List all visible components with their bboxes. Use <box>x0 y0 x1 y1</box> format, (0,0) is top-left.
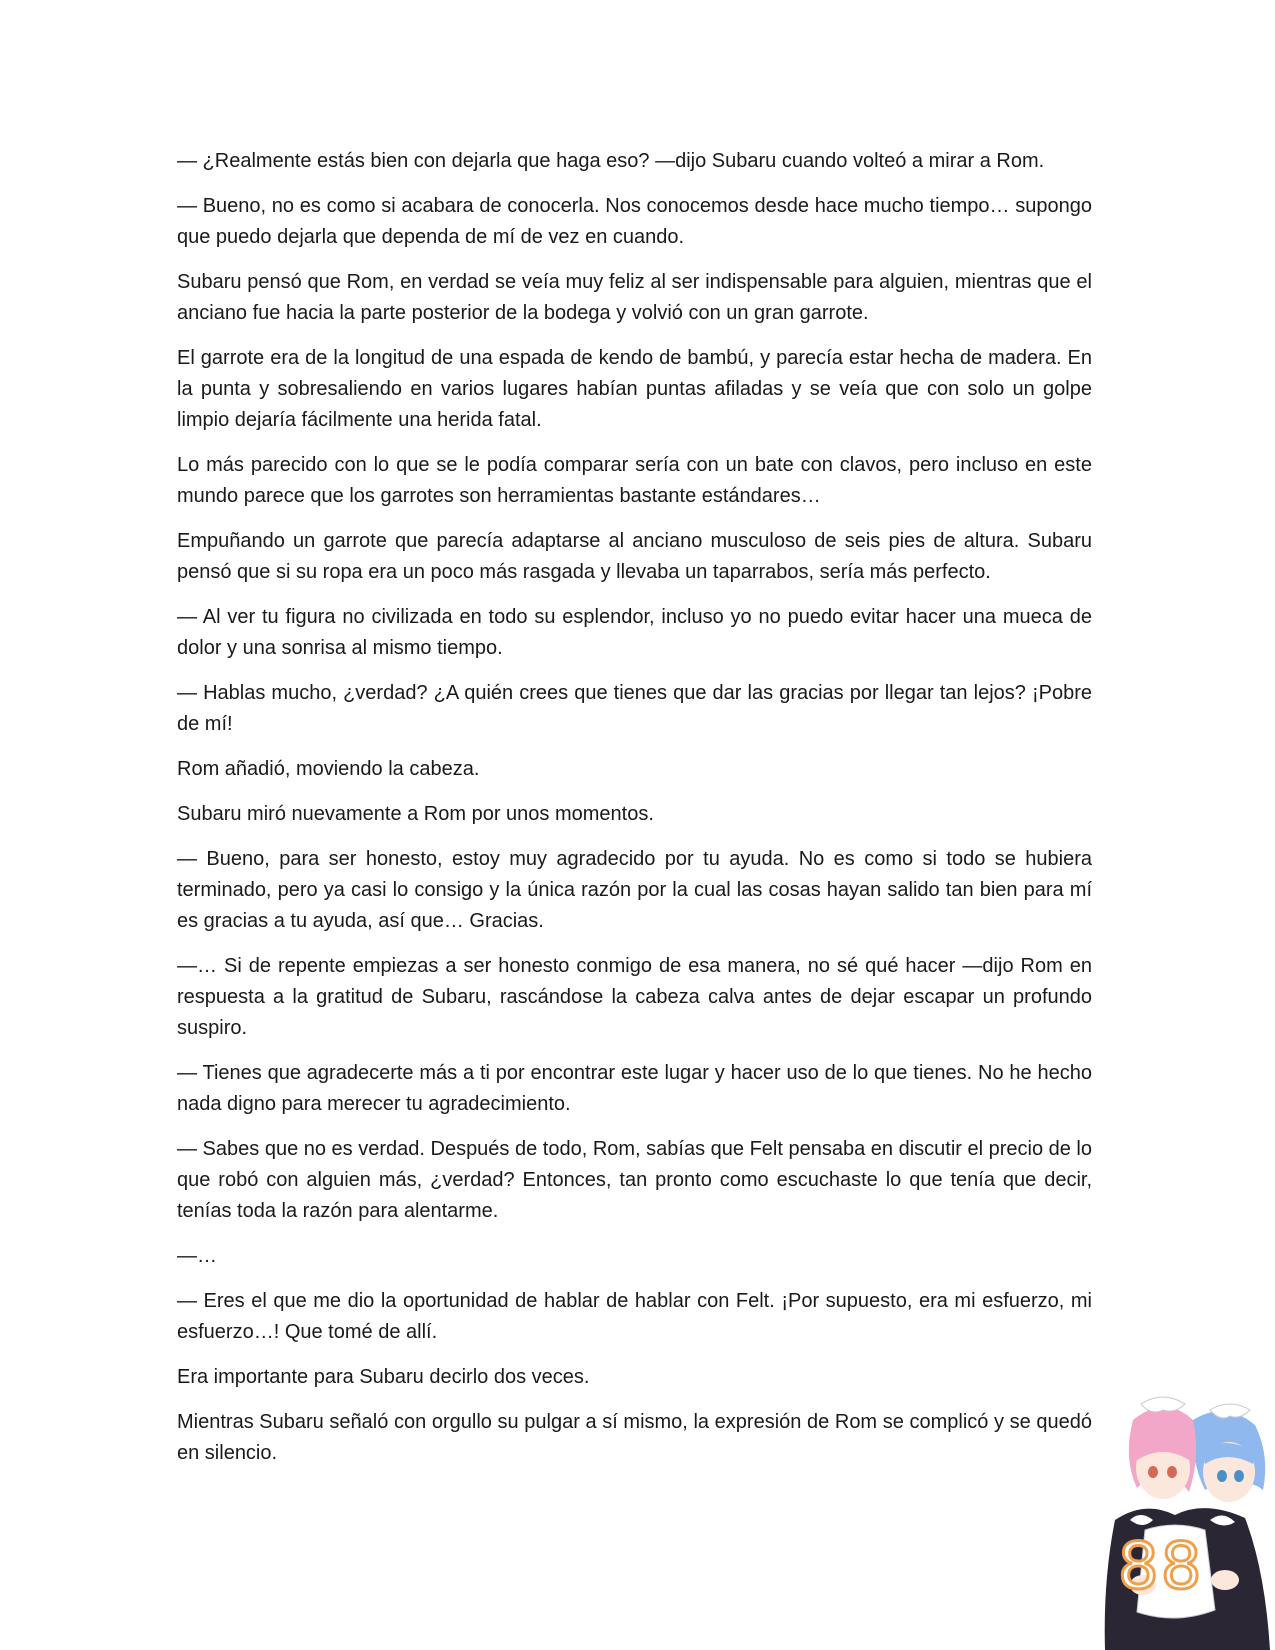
paragraph: Era importante para Subaru decirlo dos veces. <box>177 1366 590 1388</box>
paragraph: Lo más parecido con lo que se le podía comparar sería con un bate con clavos, pero incluso en este mundo parece que los garrotes son herramientas bastante estándares… <box>177 454 1092 507</box>
paragraph: — Bueno, para ser honesto, estoy muy agradecido por tu ayuda. No es como si todo se hubiera terminado, pero ya casi lo consigo y la única razón por la cual las cosas hayan salido tan bien para mí es gracias a tu ayuda, así que… Gracias. <box>177 848 1092 932</box>
paragraph: — Sabes que no es verdad. Después de todo, Rom, sabías que Felt pensaba en discutir el precio de lo que robó con alguien más, ¿verdad? Entonces, tan pronto como escuchaste lo que tenía que decir, tenías toda la razón para alentarme. <box>177 1138 1092 1222</box>
paragraph: — Hablas mucho, ¿verdad? ¿A quién crees que tienes que dar las gracias por llegar tan lejos? ¡Pobre de mí! <box>177 682 1092 735</box>
paragraph: El garrote era de la longitud de una espada de kendo de bambú, y parecía estar hecha de madera. En la punta y sobresaliendo en varios lugares habían puntas afiladas y se veía que con solo un golpe limpio dejaría fácilmente una herida fatal. <box>177 347 1092 431</box>
paragraph: — ¿Realmente estás bien con dejarla que haga eso? —dijo Subaru cuando volteó a mirar a Rom. <box>177 150 1045 172</box>
paragraph: Mientras Subaru señaló con orgullo su pulgar a sí mismo, la expresión de Rom se complicó y se quedó en silencio. <box>177 1411 1092 1464</box>
paragraph: — Bueno, no es como si acabara de conocerla. Nos conocemos desde hace mucho tiempo… supongo que puedo dejarla que dependa de mí de vez en cuando. <box>177 195 1092 248</box>
paragraph: Subaru pensó que Rom, en verdad se veía muy feliz al ser indispensable para alguien, mientras que el anciano fue hacia la parte posterior de la bodega y volvió con un gran garrote. <box>177 271 1092 324</box>
paragraph: Empuñando un garrote que parecía adaptarse al anciano musculoso de seis pies de altura. Subaru pensó que si su ropa era un poco más rasgada y llevaba un taparrabos, sería más perfecto. <box>177 530 1092 583</box>
page-number: 88 <box>1118 1530 1204 1604</box>
paragraph: — Al ver tu figura no civilizada en todo su esplendor, incluso yo no puedo evitar hacer una mueca de dolor y una sonrisa al mismo tiempo. <box>177 606 1092 659</box>
paragraph: — Eres el que me dio la oportunidad de hablar de hablar con Felt. ¡Por supuesto, era mi esfuerzo, mi esfuerzo…! Que tomé de allí. <box>177 1290 1092 1343</box>
paragraph: Subaru miró nuevamente a Rom por unos momentos. <box>177 803 654 825</box>
paragraph: Rom añadió, moviendo la cabeza. <box>177 758 480 780</box>
page-body <box>177 146 1092 1483</box>
paragraph: —… Si de repente empiezas a ser honesto conmigo de esa manera, no sé qué hacer —dijo Rom en respuesta a la gratitud de Subaru, rascándose la cabeza calva antes de dejar escapar un profundo suspiro. <box>177 955 1092 1039</box>
paragraph: —… <box>177 1245 217 1267</box>
paragraph: — Tienes que agradecerte más a ti por encontrar este lugar y hacer uso de lo que tienes. No he hecho nada digno para merecer tu agradecimiento. <box>177 1062 1092 1115</box>
corner-illustration <box>1075 1380 1275 1650</box>
